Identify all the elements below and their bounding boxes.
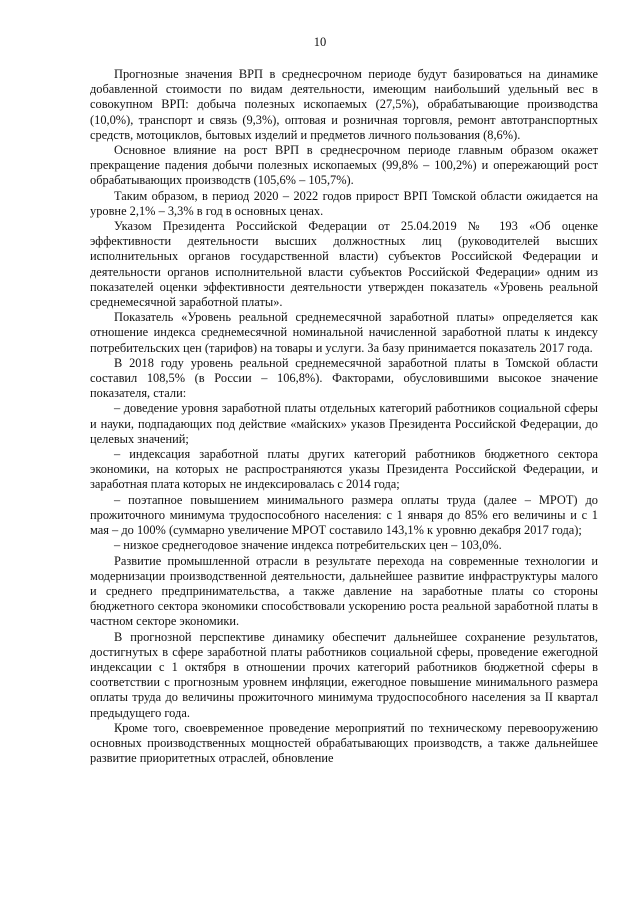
document-body <box>90 67 598 766</box>
paragraph-grp-influence: Основное влияние на рост ВРП в среднесрочном периоде главным образом окажет прекращение падения добычи полезных ископаемых (99,8% – 100,2%) и опережающий рост обрабатывающих производств (105,6% – 105,7%). <box>90 143 598 188</box>
paragraph-indicator-definition: Показатель «Уровень реальной среднемесячной заработной платы» определяется как отношение индекса среднемесячной номинальной начисленной заработной платы к индексу потребительских цен (тарифов) на товары и услуги. За базу принимается показатель 2017 года. <box>90 310 598 355</box>
paragraph-2018-wage-level: В 2018 году уровень реальной среднемесячной заработной платы в Томской области составил 108,5% (в России – 106,8%). Факторами, обусловившими высокое значение показателя, стали: <box>90 355 598 401</box>
list-item-wage-targets: – доведение уровня заработной платы отдельных категорий работников социальной сферы и науки, подпадающих под действие «майских» указов Президента Российской Федерации, до целевых значений; <box>90 401 598 446</box>
list-item-mrot-increase: – поэтапное повышением минимального размера оплаты труда (далее – МРОТ) до прожиточного минимума трудоспособного населения: с 1 января до 85% его величины и с 1 мая – до 100% (суммарно увеличение МРОТ составило 143,1% к уровню декабря 2017 года); <box>90 492 598 538</box>
paragraph-modernization: Кроме того, своевременное проведение мероприятий по техническому перевооружению основных производственных мощностей обрабатывающих производств, а также дальнейшее развитие приоритетных отраслей, обновление <box>90 720 598 766</box>
list-item-cpi: – низкое среднегодовое значение индекса потребительских цен – 103,0%. <box>114 538 502 553</box>
page-number: 10 <box>313 35 327 49</box>
paragraph-forecast-dynamics: В прогнозной перспективе динамику обеспечит дальнейшее сохранение результатов, достигнутых в сфере заработной платы работников социальной сферы, проведение ежегодной индексации с 1 октября в отношении прочих категорий работников бюджетной сферы в соответствии с прогнозным уровнем инфляции, ежегодное повышение минимального размера оплаты труда до величины прожиточного минимума трудоспособного населения за II квартал предыдущего года. <box>90 629 598 720</box>
list-item-wage-indexation: – индексация заработной платы других категорий работников бюджетного сектора экономики, на которых не распространяются указы Президента Российской Федерации, и заработная плата которых не индексировалась с 2014 года; <box>90 447 598 492</box>
paragraph-industry-development: Развитие промышленной отрасли в результате перехода на современные технологии и модернизации производственной деятельности, дальнейшее развитие инфраструктуры малого и среднего предпринимательства, а также давление на заработные платы со стороны бюджетного сектора экономики способствовали ускорению роста реальной заработной платы в частном секторе экономики. <box>90 553 598 629</box>
paragraph-grp-forecast: Прогнозные значения ВРП в среднесрочном периоде будут базироваться на динамике добавленной стоимости по видам деятельности, имеющим наибольший удельный вес в совокупном ВРП: добыча полезных ископаемых (27,5%), обрабатывающие производства (10,0%), транспорт и связь (9,3%), оптовая и розничная торговля, ремонт автотранспортных средств, мотоциклов, бытовых изделий и предметов личного пользования (8,6%). <box>90 67 598 142</box>
paragraph-grp-growth: Таким образом, в период 2020 – 2022 годов прирост ВРП Томской области ожидается на уровне 2,1% – 3,3% в год в основных ценах. <box>90 188 598 218</box>
paragraph-presidential-decree: Указом Президента Российской Федерации от 25.04.2019 № 193 «Об оценке эффективности деятельности высших должностных лиц (руководителей высших исполнительных органов государственной власти) субъектов Российской Федерации и деятельности органов исполнительной власти субъектов Российской Федерации» одним из показателей оценки эффективности деятельности утвержден показатель «Уровень реальной среднемесячной заработной платы». <box>90 219 598 310</box>
